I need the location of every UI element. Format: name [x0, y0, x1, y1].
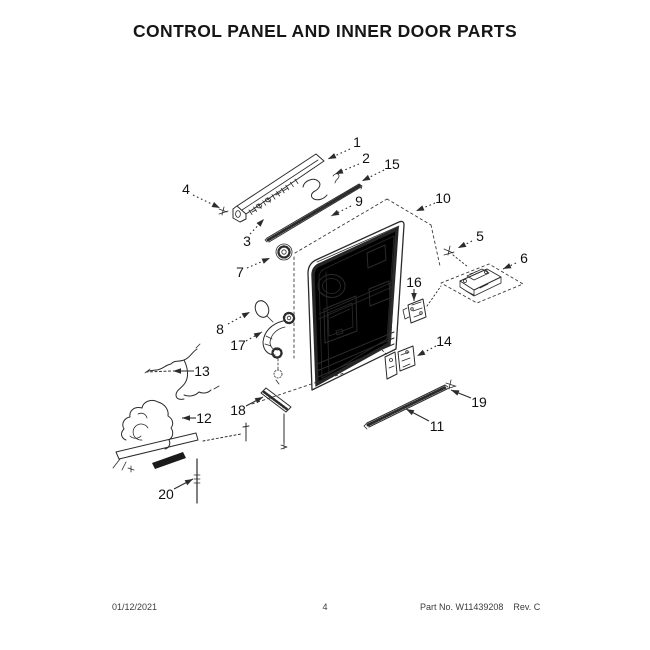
callout-18 — [230, 397, 263, 418]
revision-label: Rev. C — [513, 602, 541, 612]
screw-5 — [444, 246, 454, 255]
callout-10 — [416, 190, 451, 211]
control-board-bracket — [441, 246, 523, 303]
svg-text:5: 5 — [476, 228, 484, 244]
svg-text:10: 10 — [435, 190, 451, 206]
svg-text:8: 8 — [216, 321, 224, 337]
vent-assembly — [263, 313, 294, 384]
svg-text:14: 14 — [436, 333, 452, 349]
svg-text:9: 9 — [355, 193, 363, 209]
mounting-bracket-14 — [385, 346, 415, 379]
callout-4 — [182, 181, 220, 208]
callout-11 — [406, 409, 444, 434]
svg-text:18: 18 — [230, 402, 246, 418]
callout-20 — [158, 479, 193, 502]
hinge-rod — [194, 459, 200, 503]
latch-keeper-ring — [253, 299, 273, 322]
footer-part-number — [420, 602, 550, 612]
callout-14 — [417, 333, 452, 356]
footer-date: 01/12/2021 — [112, 602, 158, 612]
svg-text:13: 13 — [194, 363, 210, 379]
svg-text:7: 7 — [236, 264, 244, 280]
svg-text:1: 1 — [353, 134, 361, 150]
svg-text:19: 19 — [471, 394, 487, 410]
inner-door-panel — [308, 221, 404, 390]
bracket-clip — [303, 174, 339, 200]
latch-strike-plate — [152, 452, 186, 469]
callout-8 — [216, 312, 250, 337]
mounting-bracket-16 — [403, 299, 426, 323]
console-hatch — [249, 179, 298, 214]
callout-9 — [331, 193, 363, 216]
page-title: CONTROL PANEL AND INNER DOOR PARTS — [132, 21, 518, 41]
callout-2 — [335, 150, 370, 174]
callout-1 — [328, 134, 361, 159]
svg-text:15: 15 — [384, 156, 400, 172]
callout-7 — [236, 258, 270, 280]
callout-12 — [182, 410, 212, 426]
svg-text:16: 16 — [406, 274, 422, 290]
svg-text:12: 12 — [196, 410, 212, 426]
screw-19 — [446, 380, 456, 389]
callout-6 — [503, 250, 528, 269]
callout-19 — [451, 390, 487, 410]
svg-text:17: 17 — [230, 337, 246, 353]
callout-17 — [230, 332, 262, 353]
svg-text:3: 3 — [243, 233, 251, 249]
svg-text:4: 4 — [182, 181, 190, 197]
part-number-label: Part No. W11439208 — [420, 602, 504, 612]
svg-text:2: 2 — [362, 150, 370, 166]
door-latch-assembly — [113, 400, 249, 472]
control-panel-assembly — [233, 154, 324, 222]
svg-text:20: 20 — [158, 486, 174, 502]
vent-grille-strip — [261, 388, 291, 449]
screw-4 — [219, 207, 228, 215]
callout-16 — [406, 274, 422, 301]
svg-text:6: 6 — [520, 250, 528, 266]
grommet-7 — [276, 244, 292, 260]
callout-3 — [243, 219, 264, 249]
svg-text:11: 11 — [429, 418, 445, 434]
callout-13 — [173, 363, 210, 379]
callout-5 — [458, 228, 484, 248]
footer-page-number: 4 — [322, 602, 328, 612]
